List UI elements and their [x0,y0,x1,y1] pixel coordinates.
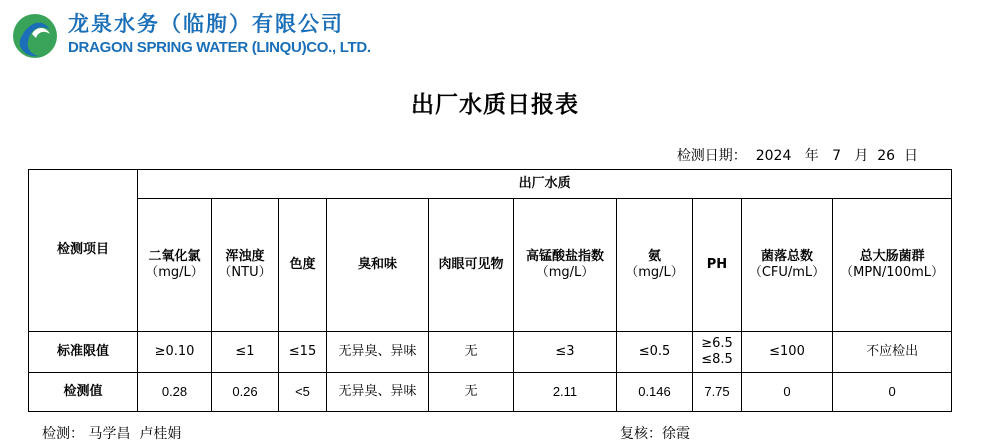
column-header [429,199,514,332]
standard-cell: ≤15 [279,332,327,373]
column-name: 高锰酸盐指数 [525,248,604,264]
standard-cell: ≤1 [212,332,279,373]
date-label: 检测日期： [676,148,747,164]
column-unit: （mg/L） [535,265,595,280]
column-name: 总大肠菌群 [859,248,925,264]
column-unit: （CFU/mL） [748,265,826,280]
row-label: 标准限值 [29,332,138,373]
measured-cell: 7.75 [693,373,742,412]
date-year-unit: 年 [804,148,819,164]
date-day: 26 [877,148,896,164]
measured-cell: 无异臭、异味 [327,373,429,412]
measured-cell: 0.28 [138,373,212,412]
row-label: 检测值 [29,373,138,412]
company-logo-icon [10,10,60,60]
company-header [10,6,390,62]
standard-cell: 无异臭、异味 [327,332,429,373]
column-header [212,199,279,332]
item-header: 检测项目 [29,170,138,332]
measured-cell: 0.26 [212,373,279,412]
standard-cell: 无 [429,332,514,373]
reviewer-name: 徐霞 [662,426,690,442]
company-name-cn: 龙泉水务（临朐）有限公司 [68,11,344,36]
company-name-en: DRAGON SPRING WATER (LINQU)CO., LTD. [68,39,371,56]
column-header [617,199,693,332]
measured-cell: 0 [833,373,952,412]
column-header [138,199,212,332]
column-header [742,199,833,332]
column-name: 浑浊度 [225,248,265,264]
measured-cell: 2.11 [514,373,617,412]
column-unit: （NTU） [218,265,272,280]
inspector-names: 马学昌 卢桂娟 [88,426,182,442]
date-month: 7 [832,148,841,164]
inspector-label: 检测： [42,426,84,442]
reviewer-label: 复核： [620,426,662,442]
standard-ph-max: ≤8.5 [701,352,733,367]
column-header [833,199,952,332]
column-unit: （MPN/100mL） [840,265,945,280]
standard-cell: ≤0.5 [617,332,693,373]
reviewer-signature [620,423,690,443]
column-name: PH [706,256,728,272]
column-name: 菌落总数 [760,248,813,264]
standard-cell [693,332,742,373]
column-name: 臭和味 [357,256,397,272]
standard-cell: ≤100 [742,332,833,373]
date-day-unit: 日 [904,148,918,164]
column-unit: （mg/L） [625,265,684,280]
date-month-unit: 月 [854,148,869,164]
column-unit: （mg/L） [145,265,204,280]
standard-ph-min: ≥6.5 [701,335,733,351]
column-header [514,199,617,332]
standard-cell: 不应检出 [833,332,952,373]
column-name: 色度 [289,256,316,272]
report-title: 出厂水质日报表 [411,91,579,118]
standard-cell: ≥0.10 [138,332,212,373]
inspector-signature [42,423,181,443]
column-name: 二氧化氯 [148,248,201,264]
column-header [693,199,742,332]
column-name: 肉眼可见物 [438,256,504,272]
measured-cell: <5 [279,373,327,412]
measured-row [29,373,952,412]
standard-cell: ≤3 [514,332,617,373]
measured-cell: 无 [429,373,514,412]
column-name: 氨 [647,248,661,264]
standard-row [29,332,952,373]
column-header [327,199,429,332]
report-date [677,145,918,165]
group-header: 出厂水质 [138,170,952,199]
measured-cell: 0.146 [617,373,693,412]
date-year: 2024 [755,148,792,164]
measured-cell: 0 [742,373,833,412]
column-header [279,199,327,332]
water-quality-table [28,169,952,412]
